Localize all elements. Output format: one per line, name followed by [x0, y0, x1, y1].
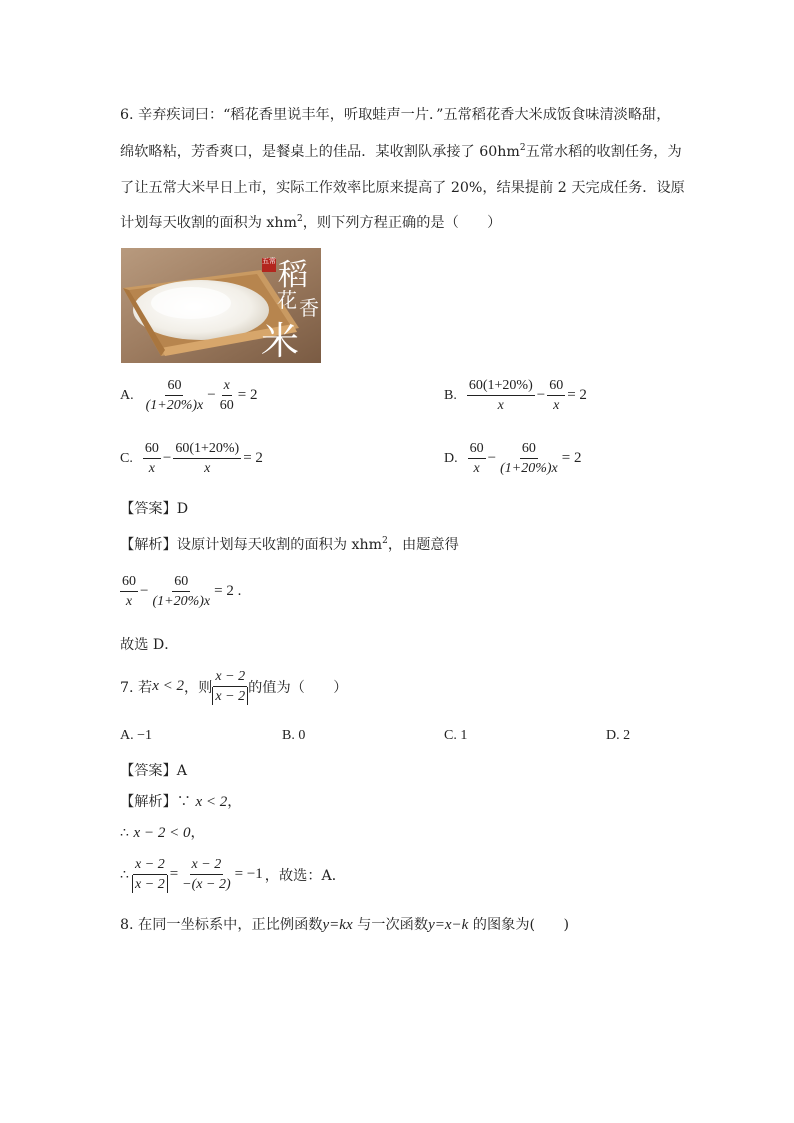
q6-option-d: D. $\frac{60}{x}$ − $\frac{60}{(1+20\%)x}$ = 2 [444, 441, 582, 476]
q7-answer: 【答案】A [120, 763, 187, 779]
q7-options [120, 728, 680, 748]
q7-option-d: D. 2 [606, 728, 631, 743]
q6-option-c: C. $\frac{60}{x}$ − $\frac{60(1+20\%)}{x}$ = 2 [120, 441, 263, 476]
photo-char-2: 花 [277, 288, 297, 312]
q6-line-4: 计划每天收割的面积为 xhm$^2$，则下列方程正确的是（ ） [120, 214, 502, 231]
q7-option-a: A. −1 [120, 728, 153, 743]
q6-equation: $\frac{60}{x}$ − $\frac{60}{(1+20\%)x}$ = 2 . [122, 574, 242, 609]
q7-option-b: B. 0 [282, 728, 306, 743]
photo-char-3: 香 [299, 296, 319, 320]
q6-choose: 故选 D． [120, 637, 179, 653]
q7-option-c: C. 1 [444, 728, 468, 743]
q6-line-2: 绵软略粘，芳香爽口，是餐桌上的佳品．某收割队承接了 $60hm^2$五常水稻的收割任务，为 [120, 143, 682, 160]
photo-char-4: 米 [261, 319, 300, 363]
q7-analysis-2: ∴ x − 2 < 0， [120, 825, 205, 841]
q7-analysis-1: 【解析】∵ x < 2， [120, 794, 242, 810]
q6-answer: 【答案】D [120, 501, 189, 517]
q6-line-3: 了让五常大米早日上市，实际工作效率比原来提高了 20%，结果提前 2 天完成任务．设原 [120, 180, 685, 196]
q7-stem: 7. 若 x < 2 ，则 $\frac{x - 2}{x - 2}$ 的值为（ ） [120, 669, 348, 704]
q6-analysis: 【解析】设原计划每天收割的面积为 xhm$^2$，由题意得 [120, 536, 459, 553]
q7-analysis-3: ∴ $\frac{x - 2}{x - 2}$ = $\frac{x - 2}{-(x - 2)}$ = −1 ，故选：A． [120, 857, 346, 892]
q6-option-b: B. $\frac{60(1+20\%)}{x}$ − $\frac{60}{x}$ = 2 [444, 378, 587, 413]
photo-seal: 五常 [262, 258, 276, 272]
q6-option-a: A. $\frac{60}{(1+20\%)x}$ − $\frac{x}{60}$ = 2 [120, 378, 258, 413]
rice-photo [121, 248, 321, 363]
photo-char-1: 稻 [278, 258, 308, 293]
q6-line-1: 6. 辛弃疾词曰：“稻花香里说丰年，听取蛙声一片．”五常稻花香大米成饭食味清淡略甜， [120, 107, 671, 123]
q8-stem: 8. 在同一坐标系中，正比例函数y=kx 与一次函数y=x−k 的图象为( ) [120, 917, 569, 933]
